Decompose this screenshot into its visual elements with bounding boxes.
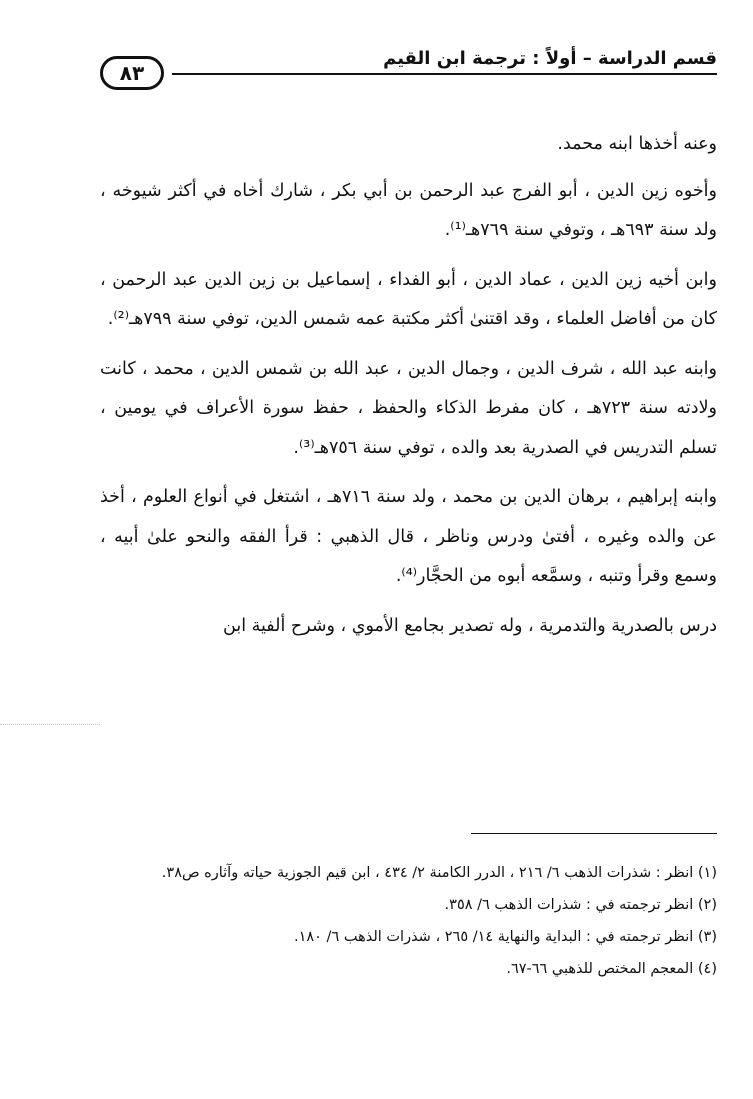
footnote-separator	[471, 833, 717, 834]
paragraph: درس بالصدرية والتدمرية ، وله تصدير بجامع الأموي ، وشرح ألفية ابن	[223, 615, 717, 636]
page-header	[100, 38, 717, 88]
running-title: قسم الدراسة – أولاً : ترجمة ابن القيم	[383, 48, 717, 69]
main-text	[100, 125, 717, 656]
footnote: (١) انظر : شذرات الذهب ٦/ ٢١٦ ، الدرر الكامنة ٢/ ٤٣٤ ، ابن قيم الجوزية حياته وآثاره ص٣٨.	[161, 865, 717, 881]
page-number-badge	[100, 56, 164, 90]
footnotes	[100, 857, 717, 985]
header-rule	[172, 73, 717, 75]
footnote: (٢) انظر ترجمته في : شذرات الذهب ٦/ ٣٥٨.	[444, 897, 717, 913]
paragraph: وعنه أخذها ابنه محمد.	[557, 134, 717, 154]
paragraph: وابنه إبراهيم ، برهان الدين بن محمد ، ولد سنة ٧١٦هـ ، اشتغل في أنواع العلوم ، أخذ عن والده وغيره ، أفتىٰ ودرس وناظر ، قال الذهبي : قرأ الفقه والنحو علىٰ أبيه ، وسمع وقرأ وتنبه ، وسمَّعه أبوه من الحجَّار⁽⁴⁾.	[100, 487, 717, 586]
paragraph: وابنه عبد الله ، شرف الدين ، وجمال الدين ، عبد الله بن شمس الدين ، محمد ، كانت ولادته سنة ٧٢٣هـ ، كان مفرط الذكاء والحفظ ، حفظ سورة الأعراف في يومين ، تسلم التدريس في الصدرية بعد والده ، توفي سنة ٧٥٦هـ⁽³⁾.	[100, 358, 717, 458]
paragraph: وابن أخيه زين الدين ، عماد الدين ، أبو الفداء ، إسماعيل بن زين الدين عبد الرحمن ، كان من أفاضل العلماء ، وقد اقتنىٰ أكثر مكتبة عمه شمس الدين، توفي سنة ٧٩٩هـ⁽²⁾.	[100, 269, 717, 329]
scan-artifact	[0, 724, 100, 725]
page-number: ٨٣	[119, 61, 145, 85]
footnote: (٤) المعجم المختص للذهبي ٦٦-٦٧.	[506, 961, 717, 977]
paragraph: وأخوه زين الدين ، أبو الفرج عبد الرحمن بن أبي بكر ، شارك أخاه في أكثر شيوخه ، ولد سنة ٦٩٣هـ ، وتوفي سنة ٧٦٩هـ⁽¹⁾.	[100, 180, 717, 240]
footnote: (٣) انظر ترجمته في : البداية والنهاية ١٤/ ٢٦٥ ، شذرات الذهب ٦/ ١٨٠.	[293, 929, 717, 945]
